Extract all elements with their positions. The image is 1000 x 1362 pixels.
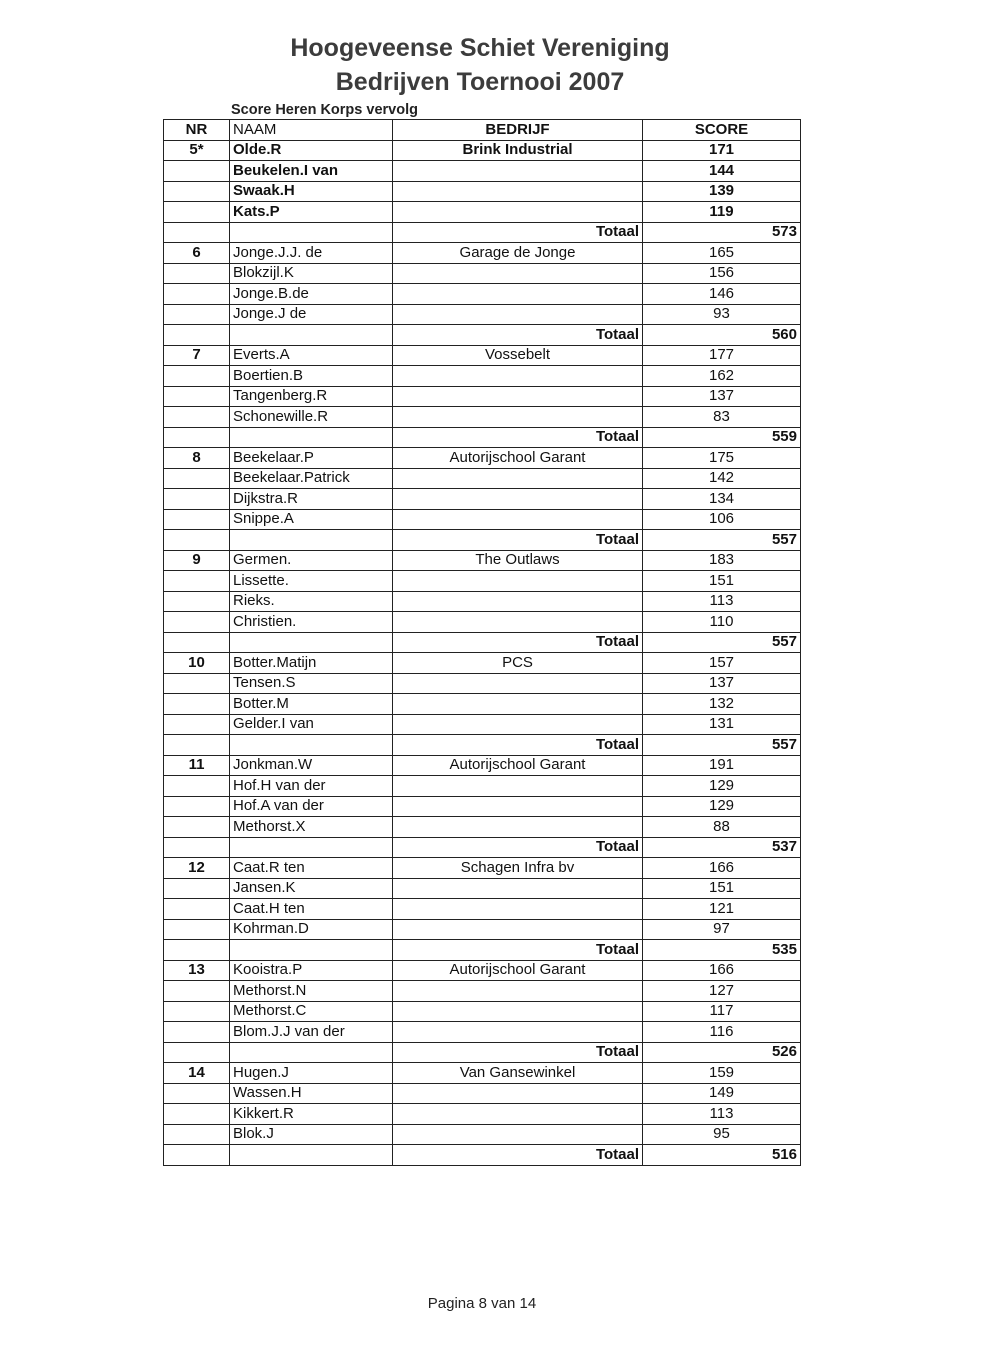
empty-cell bbox=[164, 940, 230, 961]
member-name: Jansen.K bbox=[230, 878, 393, 899]
empty-cell bbox=[230, 735, 393, 756]
company-name bbox=[393, 571, 643, 592]
table-row bbox=[164, 1083, 801, 1104]
empty-cell bbox=[164, 325, 230, 346]
company-name bbox=[393, 161, 643, 182]
member-score: 83 bbox=[643, 407, 801, 428]
team-number bbox=[164, 591, 230, 612]
team-number: 14 bbox=[164, 1063, 230, 1084]
team-number bbox=[164, 489, 230, 510]
table-row bbox=[164, 489, 801, 510]
table-row bbox=[164, 878, 801, 899]
member-score: 142 bbox=[643, 468, 801, 489]
member-score: 157 bbox=[643, 653, 801, 674]
company-name: Vossebelt bbox=[393, 345, 643, 366]
company-name bbox=[393, 202, 643, 223]
company-name bbox=[393, 714, 643, 735]
member-score: 127 bbox=[643, 981, 801, 1002]
total-row bbox=[164, 530, 801, 551]
member-score: 137 bbox=[643, 386, 801, 407]
table-row bbox=[164, 263, 801, 284]
empty-cell bbox=[230, 427, 393, 448]
company-name bbox=[393, 1083, 643, 1104]
member-name: Jonge.B.de bbox=[230, 284, 393, 305]
table-row bbox=[164, 509, 801, 530]
member-score: 137 bbox=[643, 673, 801, 694]
member-name: Methorst.N bbox=[230, 981, 393, 1002]
header-nr: NR bbox=[164, 120, 230, 141]
member-name: Caat.R ten bbox=[230, 858, 393, 879]
table-row bbox=[164, 653, 801, 674]
company-name bbox=[393, 796, 643, 817]
empty-cell bbox=[164, 837, 230, 858]
team-total-score: 516 bbox=[643, 1145, 801, 1166]
total-label: Totaal bbox=[393, 222, 643, 243]
team-number bbox=[164, 714, 230, 735]
company-name bbox=[393, 1104, 643, 1125]
member-name: Methorst.C bbox=[230, 1001, 393, 1022]
company-name bbox=[393, 366, 643, 387]
member-name: Kooistra.P bbox=[230, 960, 393, 981]
empty-cell bbox=[164, 735, 230, 756]
member-name: Hugen.J bbox=[230, 1063, 393, 1084]
company-name bbox=[393, 1001, 643, 1022]
member-score: 121 bbox=[643, 899, 801, 920]
member-score: 149 bbox=[643, 1083, 801, 1104]
total-row bbox=[164, 735, 801, 756]
member-name: Wassen.H bbox=[230, 1083, 393, 1104]
member-name: Hof.A van der bbox=[230, 796, 393, 817]
company-name bbox=[393, 981, 643, 1002]
empty-cell bbox=[230, 940, 393, 961]
company-name: Autorijschool Garant bbox=[393, 448, 643, 469]
team-number bbox=[164, 981, 230, 1002]
team-number bbox=[164, 304, 230, 325]
member-name: Beukelen.I van bbox=[230, 161, 393, 182]
team-number bbox=[164, 202, 230, 223]
table-row bbox=[164, 591, 801, 612]
total-row bbox=[164, 1145, 801, 1166]
member-name: Botter.M bbox=[230, 694, 393, 715]
total-label: Totaal bbox=[393, 1145, 643, 1166]
empty-cell bbox=[164, 222, 230, 243]
company-name bbox=[393, 468, 643, 489]
team-total-score: 560 bbox=[643, 325, 801, 346]
table-row bbox=[164, 468, 801, 489]
team-number bbox=[164, 1022, 230, 1043]
team-total-score: 535 bbox=[643, 940, 801, 961]
table-row bbox=[164, 694, 801, 715]
team-number bbox=[164, 878, 230, 899]
company-name bbox=[393, 673, 643, 694]
member-score: 159 bbox=[643, 1063, 801, 1084]
table-row bbox=[164, 1001, 801, 1022]
team-number: 5* bbox=[164, 140, 230, 161]
member-score: 129 bbox=[643, 796, 801, 817]
team-total-score: 557 bbox=[643, 632, 801, 653]
member-name: Lissette. bbox=[230, 571, 393, 592]
member-score: 97 bbox=[643, 919, 801, 940]
team-number bbox=[164, 1104, 230, 1125]
table-row bbox=[164, 181, 801, 202]
table-row bbox=[164, 140, 801, 161]
company-name: The Outlaws bbox=[393, 550, 643, 571]
empty-cell bbox=[230, 1042, 393, 1063]
member-score: 93 bbox=[643, 304, 801, 325]
team-number: 10 bbox=[164, 653, 230, 674]
company-name: PCS bbox=[393, 653, 643, 674]
member-score: 139 bbox=[643, 181, 801, 202]
team-number: 7 bbox=[164, 345, 230, 366]
company-name bbox=[393, 509, 643, 530]
member-name: Blom.J.J van der bbox=[230, 1022, 393, 1043]
team-number: 13 bbox=[164, 960, 230, 981]
table-row bbox=[164, 1022, 801, 1043]
company-name: Autorijschool Garant bbox=[393, 755, 643, 776]
team-total-score: 537 bbox=[643, 837, 801, 858]
company-name bbox=[393, 776, 643, 797]
member-score: 177 bbox=[643, 345, 801, 366]
team-number bbox=[164, 796, 230, 817]
team-number bbox=[164, 612, 230, 633]
score-table-body bbox=[164, 120, 801, 1166]
table-row bbox=[164, 1124, 801, 1145]
team-total-score: 526 bbox=[643, 1042, 801, 1063]
member-score: 110 bbox=[643, 612, 801, 633]
team-total-score: 557 bbox=[643, 530, 801, 551]
member-name: Kohrman.D bbox=[230, 919, 393, 940]
total-row bbox=[164, 325, 801, 346]
member-score: 131 bbox=[643, 714, 801, 735]
empty-cell bbox=[230, 530, 393, 551]
table-row bbox=[164, 366, 801, 387]
company-name bbox=[393, 694, 643, 715]
table-row bbox=[164, 776, 801, 797]
table-row bbox=[164, 796, 801, 817]
member-score: 116 bbox=[643, 1022, 801, 1043]
company-name bbox=[393, 899, 643, 920]
table-row bbox=[164, 817, 801, 838]
empty-cell bbox=[164, 427, 230, 448]
company-name bbox=[393, 817, 643, 838]
total-row bbox=[164, 837, 801, 858]
member-name: Caat.H ten bbox=[230, 899, 393, 920]
member-name: Hof.H van der bbox=[230, 776, 393, 797]
table-row bbox=[164, 919, 801, 940]
total-row bbox=[164, 1042, 801, 1063]
team-number bbox=[164, 817, 230, 838]
member-name: Jonkman.W bbox=[230, 755, 393, 776]
team-number bbox=[164, 366, 230, 387]
table-row bbox=[164, 243, 801, 264]
team-number bbox=[164, 161, 230, 182]
page-subtitle: Bedrijven Toernooi 2007 bbox=[335, 68, 625, 96]
table-row bbox=[164, 284, 801, 305]
table-row bbox=[164, 755, 801, 776]
table-row bbox=[164, 858, 801, 879]
team-number bbox=[164, 509, 230, 530]
table-row bbox=[164, 673, 801, 694]
table-row bbox=[164, 1063, 801, 1084]
empty-cell bbox=[164, 632, 230, 653]
company-name: Garage de Jonge bbox=[393, 243, 643, 264]
table-row bbox=[164, 571, 801, 592]
section-label: Score Heren Korps vervolg bbox=[231, 102, 418, 118]
header-company: BEDRIJF bbox=[393, 120, 643, 141]
member-score: 166 bbox=[643, 858, 801, 879]
total-label: Totaal bbox=[393, 837, 643, 858]
member-score: 134 bbox=[643, 489, 801, 510]
member-score: 95 bbox=[643, 1124, 801, 1145]
company-name bbox=[393, 1022, 643, 1043]
member-score: 106 bbox=[643, 509, 801, 530]
team-total-score: 557 bbox=[643, 735, 801, 756]
total-label: Totaal bbox=[393, 325, 643, 346]
table-row bbox=[164, 1104, 801, 1125]
table-row bbox=[164, 202, 801, 223]
company-name bbox=[393, 407, 643, 428]
page-title: Hoogeveense Schiet Vereniging bbox=[290, 34, 670, 62]
member-name: Jonge.J de bbox=[230, 304, 393, 325]
company-name bbox=[393, 919, 643, 940]
empty-cell bbox=[230, 1145, 393, 1166]
company-name bbox=[393, 284, 643, 305]
member-score: 151 bbox=[643, 571, 801, 592]
member-name: Olde.R bbox=[230, 140, 393, 161]
member-score: 113 bbox=[643, 1104, 801, 1125]
company-name bbox=[393, 263, 643, 284]
score-table bbox=[163, 119, 801, 1166]
member-name: Schonewille.R bbox=[230, 407, 393, 428]
member-score: 175 bbox=[643, 448, 801, 469]
team-number bbox=[164, 407, 230, 428]
team-number bbox=[164, 181, 230, 202]
member-score: 151 bbox=[643, 878, 801, 899]
member-score: 119 bbox=[643, 202, 801, 223]
team-number: 8 bbox=[164, 448, 230, 469]
company-name bbox=[393, 612, 643, 633]
team-number bbox=[164, 919, 230, 940]
team-number bbox=[164, 263, 230, 284]
team-total-score: 559 bbox=[643, 427, 801, 448]
company-name bbox=[393, 489, 643, 510]
total-row bbox=[164, 222, 801, 243]
table-row bbox=[164, 550, 801, 571]
table-row bbox=[164, 304, 801, 325]
team-number bbox=[164, 899, 230, 920]
team-number bbox=[164, 673, 230, 694]
table-row bbox=[164, 612, 801, 633]
total-row bbox=[164, 427, 801, 448]
member-score: 166 bbox=[643, 960, 801, 981]
total-row bbox=[164, 632, 801, 653]
team-number: 9 bbox=[164, 550, 230, 571]
member-score: 156 bbox=[643, 263, 801, 284]
company-name bbox=[393, 591, 643, 612]
total-label: Totaal bbox=[393, 735, 643, 756]
team-total-score: 573 bbox=[643, 222, 801, 243]
member-name: Swaak.H bbox=[230, 181, 393, 202]
table-row bbox=[164, 161, 801, 182]
member-score: 88 bbox=[643, 817, 801, 838]
member-score: 162 bbox=[643, 366, 801, 387]
member-name: Dijkstra.R bbox=[230, 489, 393, 510]
member-score: 117 bbox=[643, 1001, 801, 1022]
total-label: Totaal bbox=[393, 530, 643, 551]
company-name bbox=[393, 181, 643, 202]
team-number bbox=[164, 386, 230, 407]
table-row bbox=[164, 714, 801, 735]
table-row bbox=[164, 899, 801, 920]
member-score: 183 bbox=[643, 550, 801, 571]
member-name: Methorst.X bbox=[230, 817, 393, 838]
member-score: 129 bbox=[643, 776, 801, 797]
header-name: NAAM bbox=[230, 120, 393, 141]
table-row bbox=[164, 345, 801, 366]
member-name: Snippe.A bbox=[230, 509, 393, 530]
empty-cell bbox=[230, 837, 393, 858]
empty-cell bbox=[230, 222, 393, 243]
member-name: Botter.Matijn bbox=[230, 653, 393, 674]
team-number: 6 bbox=[164, 243, 230, 264]
empty-cell bbox=[230, 632, 393, 653]
team-number: 12 bbox=[164, 858, 230, 879]
member-name: Tangenberg.R bbox=[230, 386, 393, 407]
member-score: 113 bbox=[643, 591, 801, 612]
company-name: Schagen Infra bv bbox=[393, 858, 643, 879]
company-name: Van Gansewinkel bbox=[393, 1063, 643, 1084]
team-number bbox=[164, 284, 230, 305]
team-number bbox=[164, 1083, 230, 1104]
table-row bbox=[164, 981, 801, 1002]
company-name bbox=[393, 1124, 643, 1145]
table-row bbox=[164, 960, 801, 981]
member-score: 165 bbox=[643, 243, 801, 264]
team-number bbox=[164, 776, 230, 797]
table-row bbox=[164, 407, 801, 428]
member-name: Blok.J bbox=[230, 1124, 393, 1145]
member-score: 171 bbox=[643, 140, 801, 161]
member-name: Beekelaar.Patrick bbox=[230, 468, 393, 489]
member-name: Jonge.J.J. de bbox=[230, 243, 393, 264]
member-name: Everts.A bbox=[230, 345, 393, 366]
member-score: 191 bbox=[643, 755, 801, 776]
member-name: Boertien.B bbox=[230, 366, 393, 387]
empty-cell bbox=[164, 1042, 230, 1063]
total-label: Totaal bbox=[393, 632, 643, 653]
member-score: 132 bbox=[643, 694, 801, 715]
total-label: Totaal bbox=[393, 1042, 643, 1063]
team-number bbox=[164, 571, 230, 592]
member-name: Kats.P bbox=[230, 202, 393, 223]
table-row bbox=[164, 386, 801, 407]
team-number bbox=[164, 468, 230, 489]
member-name: Gelder.I van bbox=[230, 714, 393, 735]
table-header-row bbox=[164, 120, 801, 141]
member-name: Rieks. bbox=[230, 591, 393, 612]
total-label: Totaal bbox=[393, 940, 643, 961]
empty-cell bbox=[230, 325, 393, 346]
page-number: Pagina 8 van 14 bbox=[427, 1295, 537, 1312]
member-name: Tensen.S bbox=[230, 673, 393, 694]
header-score: SCORE bbox=[643, 120, 801, 141]
table-row bbox=[164, 448, 801, 469]
member-name: Kikkert.R bbox=[230, 1104, 393, 1125]
empty-cell bbox=[164, 1145, 230, 1166]
team-number bbox=[164, 694, 230, 715]
team-number bbox=[164, 1001, 230, 1022]
member-score: 144 bbox=[643, 161, 801, 182]
company-name: Brink Industrial bbox=[393, 140, 643, 161]
company-name bbox=[393, 386, 643, 407]
member-score: 146 bbox=[643, 284, 801, 305]
company-name bbox=[393, 878, 643, 899]
team-number bbox=[164, 1124, 230, 1145]
empty-cell bbox=[164, 530, 230, 551]
total-label: Totaal bbox=[393, 427, 643, 448]
member-name: Germen. bbox=[230, 550, 393, 571]
company-name: Autorijschool Garant bbox=[393, 960, 643, 981]
total-row bbox=[164, 940, 801, 961]
company-name bbox=[393, 304, 643, 325]
member-name: Blokzijl.K bbox=[230, 263, 393, 284]
member-name: Beekelaar.P bbox=[230, 448, 393, 469]
member-name: Christien. bbox=[230, 612, 393, 633]
team-number: 11 bbox=[164, 755, 230, 776]
